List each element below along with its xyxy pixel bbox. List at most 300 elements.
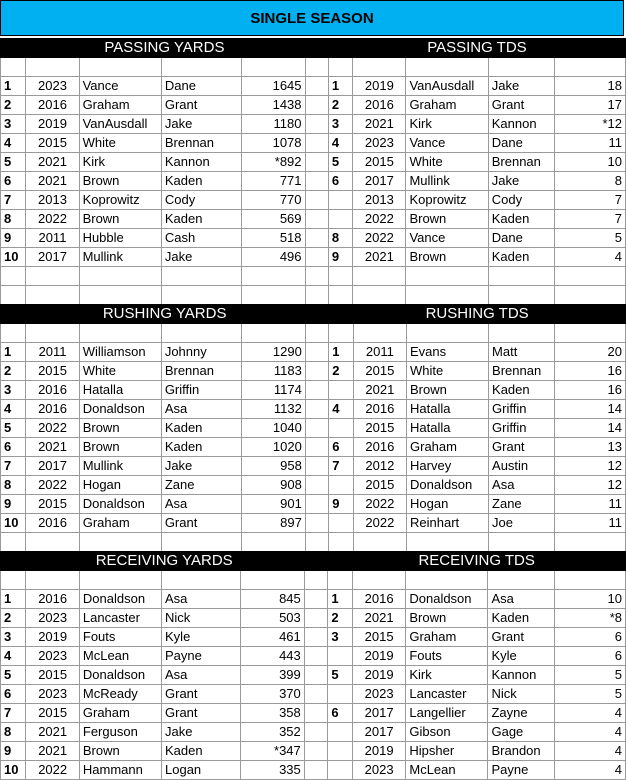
empty-cell [79,324,161,343]
left-value-cell: 335 [241,761,305,780]
empty-cell [26,58,79,77]
right-category-header: PASSING TDS [328,39,625,58]
left-first-name-cell: Kyle [162,628,241,647]
table-row [1,476,626,495]
left-last-name-cell: Lancaster [79,609,161,628]
right-value-cell: 14 [555,419,626,438]
left-year-cell: 2013 [26,191,79,210]
right-year-cell: 2022 [353,495,406,514]
right-last-name-cell: White [407,362,489,381]
right-value-cell: 16 [555,381,626,400]
left-value-cell: 958 [242,457,306,476]
table-row [1,134,626,153]
right-last-name-cell: Fouts [406,647,488,666]
table-row [1,666,626,685]
right-category-header: RECEIVING TDS [328,552,626,571]
left-last-name-cell: Hogan [79,476,161,495]
empty-cell [329,533,353,552]
table-row [1,457,626,476]
empty-cell [406,286,488,305]
right-first-name-cell: Kaden [488,609,555,628]
left-year-cell: 2019 [26,115,79,134]
right-year-cell: 2015 [353,476,406,495]
left-rank-cell: 4 [1,134,26,153]
spacer-cell [305,343,328,362]
empty-cell [353,286,406,305]
table-row [1,362,626,381]
right-last-name-cell: Vance [406,134,488,153]
spacer-cell [305,96,328,115]
left-value-cell: 1174 [242,381,306,400]
table-row [1,77,626,96]
empty-cell [328,58,352,77]
empty-cell [353,533,406,552]
empty-cell [488,58,554,77]
empty-cell [555,324,626,343]
right-first-name-cell: Jake [488,172,554,191]
left-rank-cell: 4 [1,647,26,666]
right-value-cell: 11 [555,514,626,533]
left-value-cell: 399 [241,666,305,685]
left-value-cell: 461 [241,628,305,647]
right-last-name-cell: Lancaster [406,685,488,704]
table-row [1,438,626,457]
spacer-cell [304,666,328,685]
left-first-name-cell: Jake [161,248,241,267]
right-rank-cell: 1 [328,77,352,96]
table-row [1,495,626,514]
left-year-cell: 2015 [26,704,79,723]
right-rank-cell [328,191,352,210]
left-year-cell: 2021 [26,153,79,172]
right-rank-cell: 4 [328,134,352,153]
left-value-cell: 770 [241,191,305,210]
left-first-name-cell: Asa [162,666,241,685]
right-year-cell: 2017 [352,704,405,723]
left-value-cell: 569 [241,210,305,229]
right-value-cell: 11 [555,495,626,514]
left-year-cell: 2021 [26,723,79,742]
right-rank-cell [329,514,353,533]
right-rank-cell: 9 [328,248,352,267]
empty-cell [305,58,328,77]
left-rank-cell: 3 [1,381,26,400]
table-row [1,419,626,438]
left-rank-cell: 10 [1,761,26,780]
spacer-cell [305,495,328,514]
right-year-cell: 2023 [352,761,405,780]
spacer-cell [305,191,328,210]
blank-row [1,533,626,552]
left-rank-cell: 2 [1,609,26,628]
right-first-name-cell: Brennan [488,153,554,172]
table-row [1,96,626,115]
right-value-cell: 6 [554,628,625,647]
spacer-cell [304,761,328,780]
left-first-name-cell: Grant [161,96,241,115]
empty-cell [328,286,352,305]
left-year-cell: 2023 [26,77,79,96]
right-year-cell: 2013 [353,191,406,210]
right-value-cell: 11 [555,134,626,153]
empty-cell [353,58,406,77]
left-rank-cell: 9 [1,229,26,248]
empty-cell [329,324,353,343]
left-year-cell: 2015 [26,362,79,381]
right-year-cell: 2015 [352,628,405,647]
spacer-cell [304,647,328,666]
left-last-name-cell: Brown [79,172,161,191]
right-year-cell: 2023 [353,134,406,153]
empty-cell [406,571,488,590]
empty-cell [407,324,489,343]
empty-cell [1,324,26,343]
right-value-cell: 20 [555,343,626,362]
left-rank-cell: 8 [1,476,26,495]
right-rank-cell: 6 [328,704,353,723]
left-first-name-cell: Brennan [161,134,241,153]
right-value-cell: *8 [554,609,625,628]
left-value-cell: 1132 [242,400,306,419]
empty-cell [353,324,406,343]
right-rank-cell: 4 [329,400,353,419]
left-rank-cell: 8 [1,723,26,742]
right-last-name-cell: Brown [407,381,489,400]
left-last-name-cell: Brown [79,742,161,761]
spacer-cell [305,514,328,533]
empty-cell [161,58,241,77]
left-first-name-cell: Jake [162,723,241,742]
left-last-name-cell: Donaldson [79,400,161,419]
left-year-cell: 2016 [26,96,79,115]
empty-cell [407,533,489,552]
left-value-cell: *347 [241,742,305,761]
spacer-cell [304,590,328,609]
right-value-cell: 5 [555,229,626,248]
right-first-name-cell: Grant [488,628,555,647]
right-value-cell: 5 [554,685,625,704]
right-rank-cell [328,742,353,761]
right-value-cell: 17 [555,96,626,115]
spacer-cell [304,685,328,704]
empty-cell [242,324,306,343]
table-row [1,761,626,780]
left-last-name-cell: McLean [79,647,161,666]
right-value-cell: 10 [554,590,625,609]
right-last-name-cell: Gibson [406,723,488,742]
right-value-cell: 14 [555,400,626,419]
left-rank-cell: 8 [1,210,26,229]
left-year-cell: 2017 [26,457,79,476]
right-value-cell: 4 [554,723,625,742]
left-first-name-cell: Jake [161,115,241,134]
right-rank-cell: 2 [328,96,352,115]
right-year-cell: 2011 [353,343,406,362]
left-last-name-cell: White [79,134,161,153]
left-last-name-cell: Graham [79,96,161,115]
table-row [1,628,626,647]
left-last-name-cell: Kirk [79,153,161,172]
empty-cell [1,571,26,590]
left-rank-cell: 7 [1,704,26,723]
right-year-cell: 2017 [353,172,406,191]
right-rank-cell [328,761,353,780]
right-first-name-cell: Brandon [488,742,555,761]
right-year-cell: 2015 [353,362,406,381]
right-last-name-cell: Hatalla [407,419,489,438]
right-first-name-cell: Nick [488,685,555,704]
right-value-cell: *12 [555,115,626,134]
right-year-cell: 2016 [353,438,406,457]
right-first-name-cell: Kaden [489,381,555,400]
right-year-cell: 2022 [353,229,406,248]
left-value-cell: 352 [241,723,305,742]
left-year-cell: 2021 [26,742,79,761]
empty-cell [26,324,79,343]
left-first-name-cell: Grant [162,685,241,704]
left-rank-cell: 2 [1,96,26,115]
empty-cell [305,533,328,552]
left-first-name-cell: Payne [162,647,241,666]
empty-cell [406,58,488,77]
right-rank-cell [329,381,353,400]
left-last-name-cell: Fouts [79,628,161,647]
table-row [1,153,626,172]
right-first-name-cell: Dane [488,229,554,248]
spacer-cell [304,628,328,647]
empty-cell [26,286,79,305]
right-rank-cell: 3 [328,628,353,647]
left-value-cell: *892 [241,153,305,172]
right-first-name-cell: Asa [488,590,555,609]
right-year-cell: 2012 [353,457,406,476]
table-row [1,210,626,229]
empty-cell [555,267,626,286]
right-rank-cell [328,647,353,666]
spacer-cell [305,229,328,248]
left-rank-cell: 5 [1,666,26,685]
right-first-name-cell: Gage [488,723,555,742]
left-year-cell: 2021 [26,172,79,191]
right-last-name-cell: Hipsher [406,742,488,761]
empty-cell [555,58,626,77]
right-last-name-cell: Graham [406,628,488,647]
left-year-cell: 2015 [26,495,79,514]
right-year-cell: 2015 [353,419,406,438]
left-year-cell: 2011 [26,229,79,248]
empty-cell [328,267,352,286]
spacer-cell [304,704,328,723]
empty-cell [161,267,241,286]
left-year-cell: 2011 [26,343,79,362]
left-first-name-cell: Kaden [162,742,241,761]
right-last-name-cell: Brown [406,210,488,229]
right-year-cell: 2021 [353,115,406,134]
right-first-name-cell: Griffin [489,400,555,419]
table-row [1,647,626,666]
empty-cell [1,58,26,77]
left-year-cell: 2023 [26,647,79,666]
empty-cell [305,324,328,343]
left-year-cell: 2022 [26,761,79,780]
stats-section-1 [0,38,626,305]
table-row [1,229,626,248]
left-first-name-cell: Cash [161,229,241,248]
right-first-name-cell: Kaden [488,248,554,267]
blank-row [1,324,626,343]
right-last-name-cell: Kirk [406,666,488,685]
empty-cell [555,286,626,305]
blank-row [1,267,626,286]
right-rank-cell: 6 [328,172,352,191]
right-category-header: RUSHING TDS [329,305,626,324]
right-year-cell: 2021 [353,381,406,400]
spacer-cell [305,400,328,419]
table-row [1,609,626,628]
left-value-cell: 908 [242,476,306,495]
right-rank-cell [328,723,353,742]
right-last-name-cell: Vance [406,229,488,248]
table-row [1,191,626,210]
left-last-name-cell: Vance [79,77,161,96]
right-last-name-cell: Brown [406,248,488,267]
right-first-name-cell: Austin [489,457,555,476]
right-rank-cell: 6 [329,438,353,457]
right-value-cell: 12 [555,476,626,495]
left-first-name-cell: Grant [161,514,241,533]
spacer-cell [304,609,328,628]
left-rank-cell: 5 [1,419,26,438]
blank-row [1,58,626,77]
blank-row [1,286,626,305]
spacer-cell [305,381,328,400]
right-rank-cell [328,685,353,704]
left-rank-cell: 3 [1,628,26,647]
right-first-name-cell: Zayne [488,704,555,723]
left-value-cell: 897 [242,514,306,533]
right-value-cell: 4 [554,742,625,761]
right-year-cell: 2022 [353,210,406,229]
empty-cell [241,267,305,286]
left-last-name-cell: Donaldson [79,666,161,685]
table-row [1,381,626,400]
spacer-cell [305,134,328,153]
left-last-name-cell: Mullink [79,457,161,476]
right-rank-cell: 3 [328,115,352,134]
left-first-name-cell: Kaden [161,172,241,191]
left-rank-cell: 3 [1,115,26,134]
right-rank-cell: 5 [328,153,352,172]
left-first-name-cell: Grant [162,704,241,723]
left-year-cell: 2016 [26,381,79,400]
empty-cell [241,286,305,305]
empty-cell [488,267,554,286]
empty-cell [305,267,328,286]
empty-cell [161,286,241,305]
left-value-cell: 1183 [242,362,306,381]
sheet-title: SINGLE SEASON [0,0,624,36]
left-value-cell: 370 [241,685,305,704]
left-first-name-cell: Griffin [161,381,241,400]
left-first-name-cell: Kannon [161,153,241,172]
table-row [1,115,626,134]
table-row [1,343,626,362]
right-first-name-cell: Payne [488,761,555,780]
stats-section-3 [0,551,626,780]
right-year-cell: 2016 [352,590,405,609]
right-last-name-cell: Mullink [406,172,488,191]
stats-section-2 [0,304,626,571]
right-first-name-cell: Jake [488,77,554,96]
right-rank-cell: 5 [328,666,353,685]
left-first-name-cell: Asa [161,495,241,514]
right-year-cell: 2019 [352,666,405,685]
right-rank-cell: 1 [329,343,353,362]
left-first-name-cell: Kaden [161,419,241,438]
right-rank-cell: 7 [329,457,353,476]
right-first-name-cell: Dane [488,134,554,153]
left-value-cell: 443 [241,647,305,666]
left-last-name-cell: Brown [79,438,161,457]
left-year-cell: 2015 [26,666,79,685]
right-value-cell: 4 [555,248,626,267]
left-value-cell: 1180 [241,115,305,134]
left-rank-cell: 1 [1,77,26,96]
right-last-name-cell: Evans [407,343,489,362]
right-last-name-cell: Langellier [406,704,488,723]
spacer-cell [305,172,328,191]
right-last-name-cell: Kirk [406,115,488,134]
right-first-name-cell: Matt [489,343,555,362]
left-first-name-cell: Brennan [161,362,241,381]
left-first-name-cell: Nick [162,609,241,628]
left-last-name-cell: Hammann [79,761,161,780]
empty-cell [328,571,353,590]
right-value-cell: 5 [554,666,625,685]
empty-cell [26,267,79,286]
empty-cell [1,267,26,286]
left-first-name-cell: Asa [161,400,241,419]
table-row [1,248,626,267]
spacer-cell [305,476,328,495]
left-first-name-cell: Kaden [161,438,241,457]
right-year-cell: 2017 [352,723,405,742]
spacer-cell [305,248,328,267]
table-row [1,742,626,761]
right-value-cell: 13 [555,438,626,457]
right-year-cell: 2022 [353,514,406,533]
right-value-cell: 12 [555,457,626,476]
right-last-name-cell: McLean [406,761,488,780]
empty-cell [488,286,554,305]
empty-cell [26,533,79,552]
table-row [1,400,626,419]
left-last-name-cell: Williamson [79,343,161,362]
right-last-name-cell: Graham [406,96,488,115]
left-last-name-cell: Brown [79,210,161,229]
left-last-name-cell: Graham [79,514,161,533]
empty-cell [489,324,555,343]
empty-cell [79,533,161,552]
right-value-cell: 4 [554,704,625,723]
left-rank-cell: 9 [1,495,26,514]
spacer-cell [304,742,328,761]
empty-cell [242,533,306,552]
empty-cell [305,286,328,305]
empty-cell [161,533,241,552]
left-first-name-cell: Johnny [161,343,241,362]
left-first-name-cell: Jake [161,457,241,476]
